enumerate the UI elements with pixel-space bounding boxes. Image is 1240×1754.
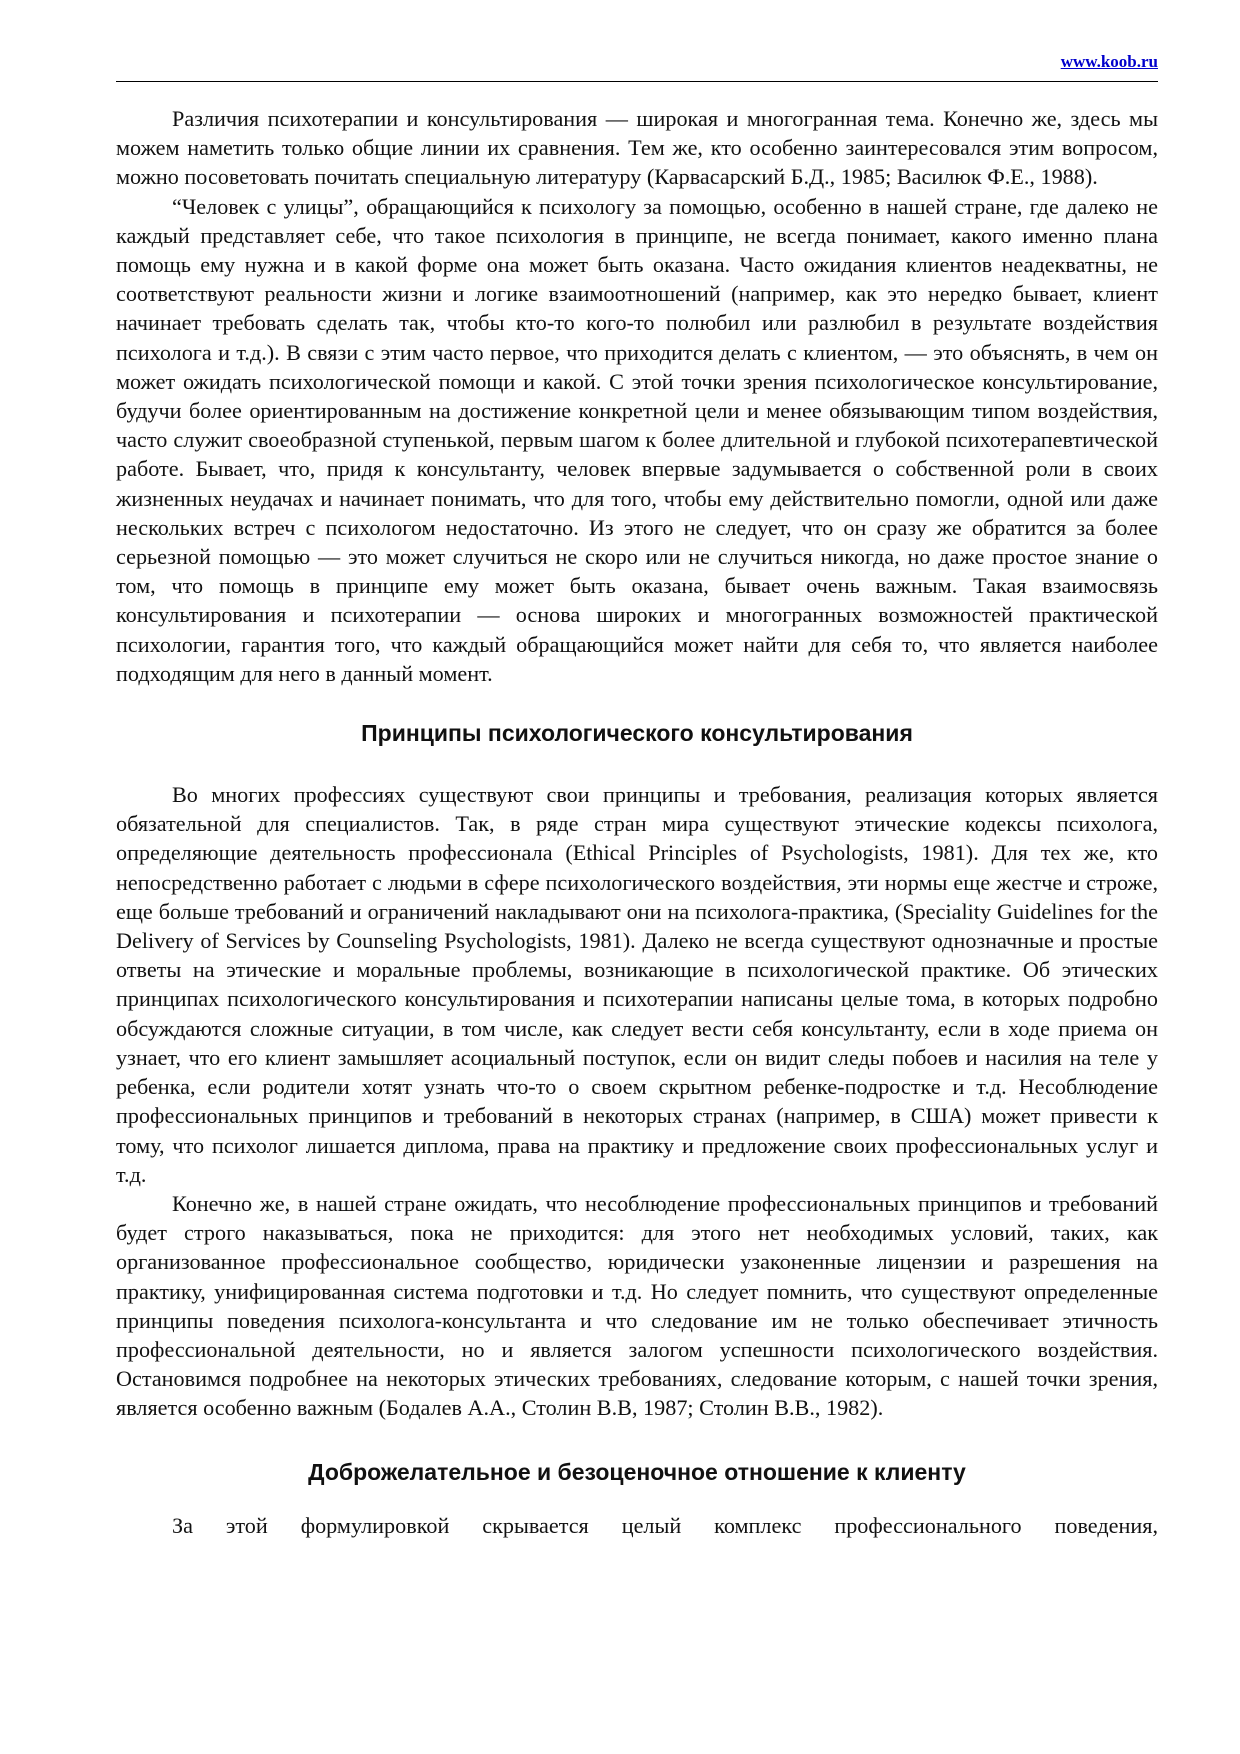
document-page bbox=[116, 52, 1158, 1540]
document-body bbox=[116, 104, 1158, 1540]
section-heading: Принципы психологического консультирования bbox=[361, 720, 913, 747]
body-paragraph: “Человек с улицы”, обращающийся к психологу за помощью, особенно в нашей стране, где далеко не каждый представляет себе, что такое психология в принципе, не всегда понимает, какого именно плана помощь ему нужна и в какой форме она может быть оказана. Часто ожидания клиентов неадекватны, не соответствуют реальности жизни и логике взаимоотношений (например, как это нередко бывает, клиент начинает требовать сделать так, чтобы кто-то кого-то полюбил или разлюбил в результате воздействия психолога и т.д.). В связи с этим часто первое, что приходится делать с клиентом, — это объяснять, в чем он может ожидать психологической помощи и какой. С этой точки зрения психологическое консультирование, будучи более ориентированным на достижение конкретной цели и менее обязывающим типом воздействия, часто служит своеобразной ступенькой, первым шагом к более длительной и глубокой психотерапевтической работе. Бывает, что, придя к консультанту, человек впервые задумывается о собственной роли в своих жизненных неудачах и начинает понимать, что для того, чтобы ему действительно помогли, одной или даже нескольких встреч с психологом недостаточно. Из этого не следует, что он сразу же обратится за более серьезной помощью — это может случиться не скоро или не случиться никогда, но даже простое знание о том, что помощь в принципе ему может быть оказана, бывает очень важным. Такая взаимосвязь консультирования и психотерапии — основа широких и многогранных возможностей практической психологии, гарантия того, что каждый обращающийся может найти для себя то, что является наиболее подходящим для него в данный момент. bbox=[116, 193, 1158, 686]
body-paragraph: Во многих профессиях существуют свои принципы и требования, реализация которых является обязательной для специалистов. Так, в ряде стран мира существуют этические кодексы психолога, определяющие деятельность профессионала (Ethical Principles of Psychologists, 1981). Для тех же, кто непосредственно работает с людьми в сфере психологического воздействия, эти нормы еще жестче и строже, еще больше требований и ограничений накладывают они на психолога-практика, (Speciality Guidelines for the Delivery of Services by Counseling Psychologists, 1981). Далеко не всегда существуют однозначные и простые ответы на этические и моральные проблемы, возникающие в психологической практике. Об этических принципах психологического консультирования и психотерапии написаны целые тома, в которых подробно обсуждаются сложные ситуации, в том числе, как следует вести себя консультанту, если в ходе приема он узнает, что его клиент замышляет асоциальный поступок, если он видит следы побоев и насилия на теле у ребенка, если родители хотят узнать что-то о своем скрытном ребенке-подростке и т.д. Несоблюдение профессиональных принципов и требований в некоторых странах (например, в США) может привести к тому, что психолог лишается диплома, права на практику и предложение своих профессиональных услуг и т.д. bbox=[116, 782, 1158, 1187]
body-paragraph: Различия психотерапии и консультирования — широкая и многогранная тема. Конечно же, здесь мы можем наметить только общие линии их сравнения. Тем же, кто особенно заинтересовался этим вопросом, можно посоветовать почитать специальную литературу (Карвасарский Б.Д., 1985; Василюк Ф.Е., 1988). bbox=[116, 106, 1158, 190]
section-heading: Доброжелательное и безоценочное отношение к клиенту bbox=[308, 1458, 966, 1485]
page-header bbox=[116, 52, 1158, 82]
body-paragraph: За этой формулировкой скрывается целый комплекс профессионального поведения, bbox=[172, 1512, 1158, 1538]
site-link[interactable]: www.koob.ru bbox=[1060, 52, 1158, 71]
body-paragraph: Конечно же, в нашей стране ожидать, что несоблюдение профессиональных принципов и требований будет строго наказываться, пока не приходится: для этого нет необходимых условий, таких, как организованное профессиональное сообщество, юридически узаконенные лицензии и разрешения на практику, унифицированная система подготовки и т.д. Но следует помнить, что существуют определенные принципы поведения психолога-консультанта и что следование им не только обеспечивает этичность профессиональной деятельности, но и является залогом успешности психологического воздействия. Остановимся подробнее на некоторых этических требованиях, следование которым, с нашей точки зрения, является особенно важным (Бодалев А.А., Столин В.В, 1987; Столин В.В., 1982). bbox=[116, 1190, 1158, 1421]
